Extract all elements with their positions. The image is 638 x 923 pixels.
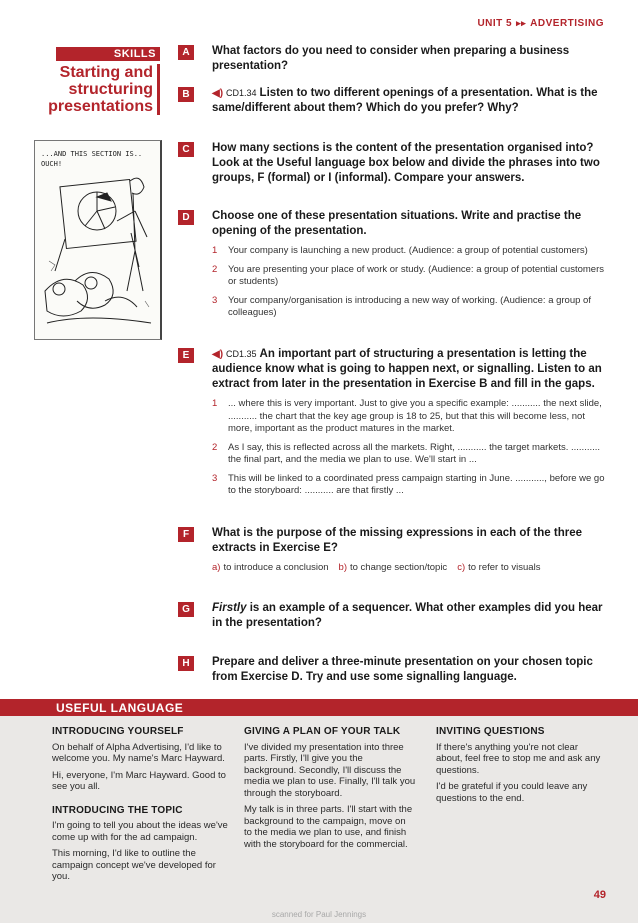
useful-language-title: USEFUL LANGUAGE	[56, 701, 184, 715]
column-heading: INVITING QUESTIONS	[436, 726, 545, 737]
audio-speaker-icon[interactable]: ◀)	[212, 88, 224, 99]
item-number: 3	[212, 294, 218, 306]
item-number: 1	[212, 245, 218, 256]
item-number: 3	[212, 472, 218, 484]
list-item	[212, 264, 608, 289]
exercise-c	[178, 141, 608, 186]
unit-header	[477, 18, 604, 29]
exercise-badge: C	[178, 142, 194, 157]
audio-speaker-icon[interactable]: ◀)	[212, 349, 224, 360]
item-text: Your company/organisation is introducing a new way of working. (Audience: a group of colleagues)	[228, 294, 591, 318]
purpose-options	[212, 562, 608, 573]
exercise-h	[178, 655, 608, 685]
phrase: On behalf of Alpha Advertising, I'd like to welcome you. My name's Marc Hayward.	[52, 741, 225, 764]
exercise-e	[178, 347, 608, 504]
exercise-badge: B	[178, 87, 194, 102]
option-label: a)	[212, 562, 221, 573]
useful-language-box	[0, 716, 638, 923]
phrase: I'm going to tell you about the ideas we've come up with for the ad campaign.	[52, 820, 228, 843]
list-item	[212, 398, 608, 436]
option-text: to refer to visuals	[468, 562, 541, 573]
exercise-question: What is the purpose of the missing expressions in each of the three extracts in Exercise E?	[212, 527, 582, 554]
page-number: 49	[593, 889, 606, 901]
useful-column-3	[436, 726, 606, 809]
exercise-f	[178, 526, 608, 573]
question-text: is an example of a sequencer. What other examples did you hear in the presentation?	[212, 602, 603, 629]
list-item	[212, 295, 608, 320]
exercise-question	[212, 347, 608, 392]
item-text: Your company is launching a new product. (Audience: a group of potential customers)	[228, 245, 588, 256]
option-item	[457, 562, 540, 573]
unit-label: UNIT 5	[477, 18, 513, 29]
phrase: I've divided my presentation into three parts. Firstly, I'll give you the background. Secondly, I'll discuss the media we plan to use. Finally, I'll talk you through the storyboard.	[244, 741, 416, 799]
column-heading: INTRODUCING YOURSELF	[52, 726, 184, 737]
cd-track: CD1.35	[226, 349, 257, 359]
unit-topic: ADVERTISING	[530, 18, 604, 29]
exercise-b	[178, 86, 608, 116]
question-text: Listen to two different openings of a presentation. What is the same/different about them? Which do you prefer? Why?	[212, 87, 598, 114]
skills-title-line: presentations	[48, 98, 153, 115]
column-heading: GIVING A PLAN OF YOUR TALK	[244, 726, 401, 737]
option-item	[339, 562, 448, 573]
scan-note: scanned for Paul Jennings	[271, 910, 367, 919]
extract-list	[212, 398, 608, 498]
exercise-a	[178, 44, 608, 74]
useful-language-bar	[56, 699, 638, 716]
option-label: c)	[457, 562, 466, 573]
cartoon-caption: ...AND THIS SECTION IS.. OUCH!	[41, 150, 143, 168]
cd-track: CD1.34	[226, 88, 257, 98]
exercise-badge: A	[178, 45, 194, 60]
exercise-badge: F	[178, 527, 194, 542]
list-item	[212, 473, 608, 498]
exercise-d	[178, 209, 608, 326]
cartoon-illustration	[34, 140, 162, 340]
italic-lead: Firstly	[212, 602, 247, 614]
item-number: 1	[212, 398, 218, 409]
question-text: An important part of structuring a presentation is letting the audience know what is going to happen next, or signalling. Listen to an extract from later in the presentation in Exercise B and fill in the gaps.	[212, 348, 602, 390]
item-number: 2	[212, 441, 218, 453]
phrase: If there's anything you're not clear about, feel free to stop me and ask any questions.	[436, 741, 601, 776]
situation-list	[212, 245, 608, 320]
exercise-question: Choose one of these presentation situations. Write and practise the opening of the presentation.	[212, 210, 582, 237]
exercise-question: How many sections is the content of the presentation organised into? Look at the Useful language box below and divide the phrases into two groups, F (formal) or I (informal). Compare your answers.	[212, 142, 600, 184]
option-label: b)	[338, 562, 347, 573]
list-item	[212, 442, 608, 467]
item-text: ... where this is very important. Just to give you a specific example: ........... the next slide, ........... the chart that the key age group is 18 to 25, but that this will become less, not more, important as the product matures in the market.	[228, 398, 602, 434]
option-text: to change section/topic	[350, 562, 448, 573]
exercise-question: Prepare and deliver a three-minute presentation on your chosen topic from Exercise D. Try and use some signalling language.	[212, 656, 593, 683]
exercise-badge: E	[178, 348, 194, 363]
item-text: You are presenting your place of work or study. (Audience: a group of potential customers or students)	[228, 263, 604, 287]
exercise-badge: H	[178, 656, 194, 671]
skills-title-line: structuring	[68, 81, 153, 98]
option-text: to introduce a conclusion	[223, 562, 329, 573]
phrase: I'd be grateful if you could leave any questions to the end.	[436, 781, 588, 804]
item-number: 2	[212, 263, 218, 275]
phrase: My talk is in three parts. I'll start with the background to the campaign, move on to the media we plan to use, and finish with the storyboard for the commercial.	[244, 804, 413, 850]
useful-column-1	[52, 726, 232, 888]
skills-title-line: Starting and	[59, 64, 153, 81]
exercise-badge: D	[178, 210, 194, 225]
item-text: This will be linked to a coordinated press campaign starting in June. ..........., before we go to the storyboard: ........... are that firstly ...	[228, 472, 605, 496]
list-item	[212, 245, 608, 258]
exercise-question: What factors do you need to consider when preparing a business presentation?	[212, 45, 570, 72]
phrase: This morning, I'd like to outline the campaign concept we've developed for you.	[52, 848, 216, 882]
skills-tab: SKILLS	[56, 47, 160, 61]
option-item	[212, 562, 329, 573]
exercise-question	[212, 601, 608, 631]
exercise-question	[212, 86, 608, 116]
item-text: As I say, this is reflected across all the markets. Right, ........... the target markets. ........... the final part, and the media we plan to use. We'll start in ...	[228, 441, 601, 465]
exercise-badge: G	[178, 602, 194, 617]
exercise-g	[178, 601, 608, 631]
useful-column-2	[244, 726, 416, 855]
double-arrow-icon: ▸▸	[516, 18, 527, 28]
column-heading: INTRODUCING THE TOPIC	[52, 804, 183, 816]
phrase: Hi, everyone, I'm Marc Hayward. Good to see you all.	[52, 769, 226, 792]
skills-title	[40, 64, 160, 115]
cartoon-drawing	[35, 141, 161, 339]
